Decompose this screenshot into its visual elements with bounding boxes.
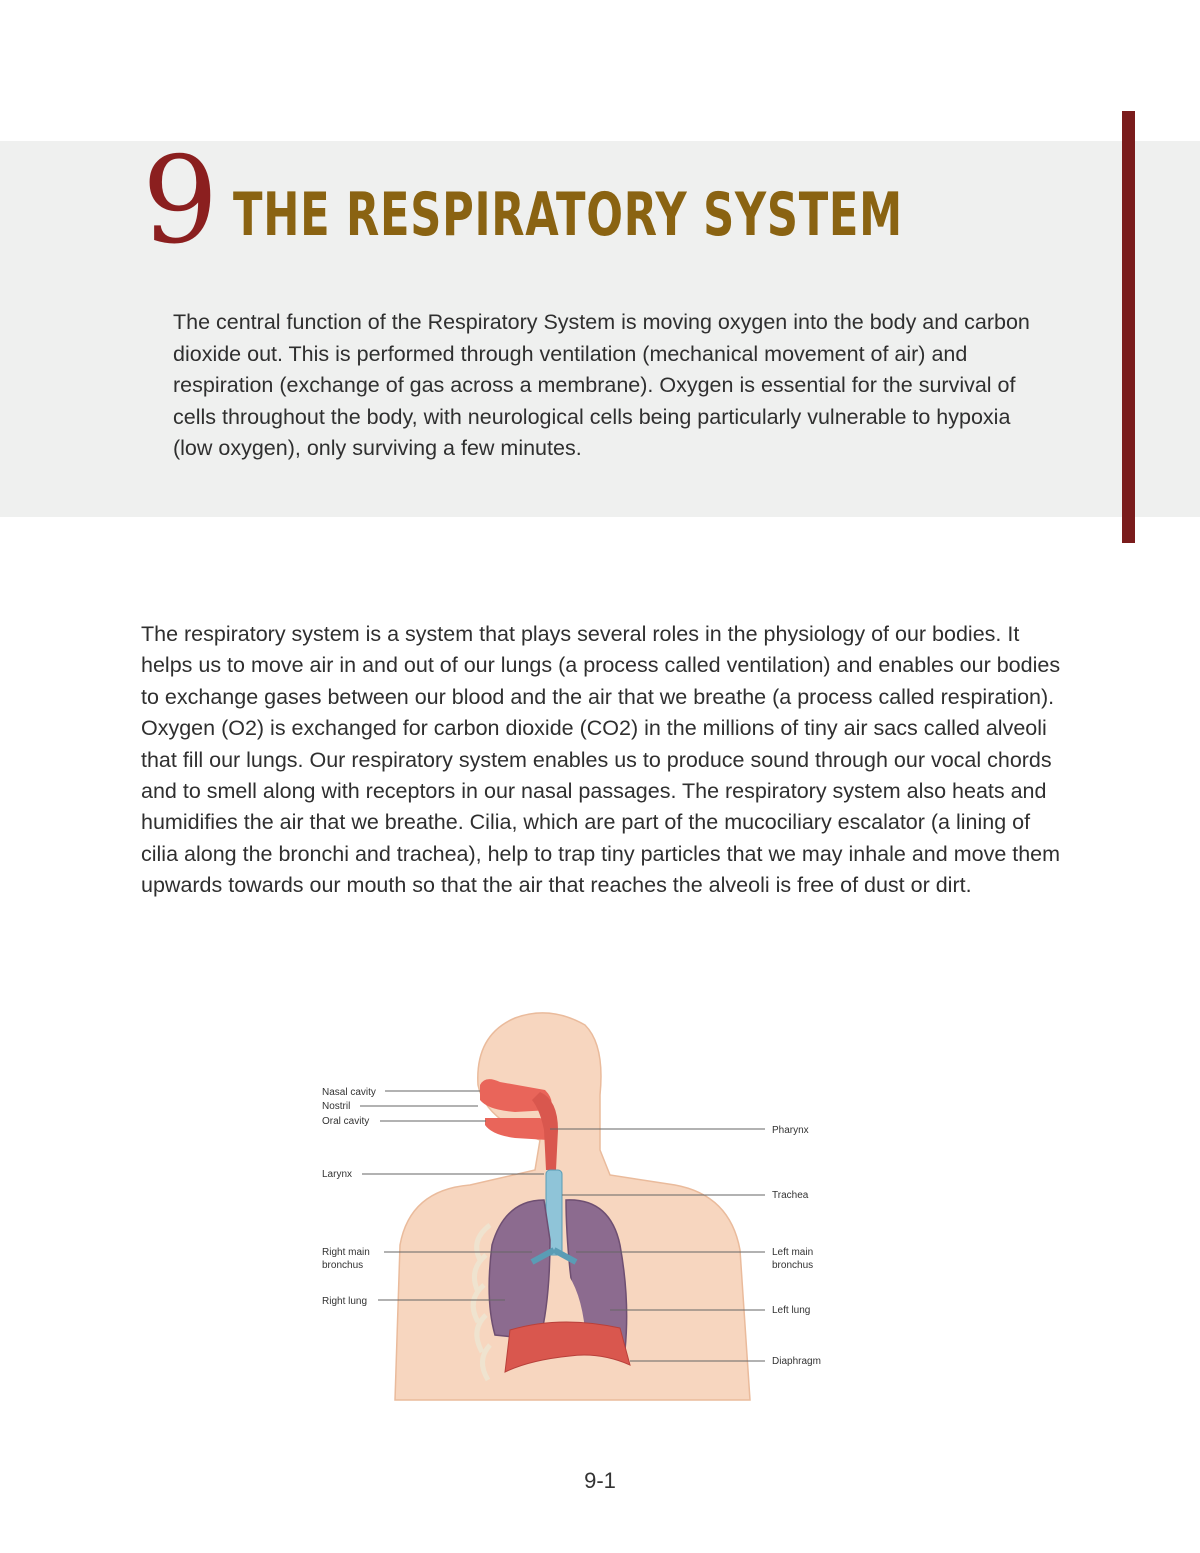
label-nasal-cavity: Nasal cavity — [322, 1087, 376, 1098]
label-nostril: Nostril — [322, 1101, 351, 1112]
label-right-main-bronchus-2: bronchus — [322, 1260, 364, 1271]
label-diaphragm: Diaphragm — [772, 1356, 821, 1367]
respiratory-system-diagram — [300, 1000, 860, 1420]
label-pharynx: Pharynx — [772, 1125, 809, 1136]
body-paragraph: The respiratory system is a system that plays several roles in the physiology of our bodies. It helps us to move air in and out of our lungs (a process called ventilation) and enables our bodies to exchange gases between our blood and the air that we breathe (a process called respiration). Oxygen (O2) is exchanged for carbon dioxide (CO2) in the millions of tiny air sacs called alveoli that fill our lungs. Our respiratory system enables us to produce sound through our vocal chords and to smell along with receptors in our nasal passages. The respiratory system also heats and humidifies the air that we breathe. Cilia, which are part of the mucociliary escalator (a lining of cilia along the bronchi and trachea), help to trap tiny particles that we may inhale and move them upwards towards our mouth so that the air that reaches the alveoli is free of dust or dirt. — [141, 622, 1061, 898]
label-left-main-bronchus: Left main — [772, 1247, 814, 1258]
label-left-main-bronchus-2: bronchus — [772, 1260, 814, 1271]
label-trachea: Trachea — [772, 1190, 809, 1201]
label-left-lung: Left lung — [772, 1305, 811, 1316]
page-number: 9-1 — [584, 1468, 616, 1493]
oral-cavity — [485, 1118, 550, 1140]
label-right-main-bronchus: Right main — [322, 1247, 370, 1258]
label-larynx: Larynx — [322, 1169, 353, 1180]
chapter-intro-paragraph: The central function of the Respiratory System is moving oxygen into the body and carbon dioxide out. This is performed through ventilation (mechanical movement of air) and respiration (exchange of gas across a membrane). Oxygen is essential for the survival of cells throughout the body, with neurological cells being particularly vulnerable to hypoxia (low oxygen), only surviving a few minutes. — [173, 310, 1030, 460]
label-right-lung: Right lung — [322, 1296, 368, 1307]
chapter-accent-bar — [1122, 111, 1135, 543]
label-oral-cavity: Oral cavity — [322, 1116, 370, 1127]
chapter-title: THE RESPIRATORY SYSTEM — [233, 180, 903, 250]
chapter-number: 9 — [142, 132, 219, 271]
